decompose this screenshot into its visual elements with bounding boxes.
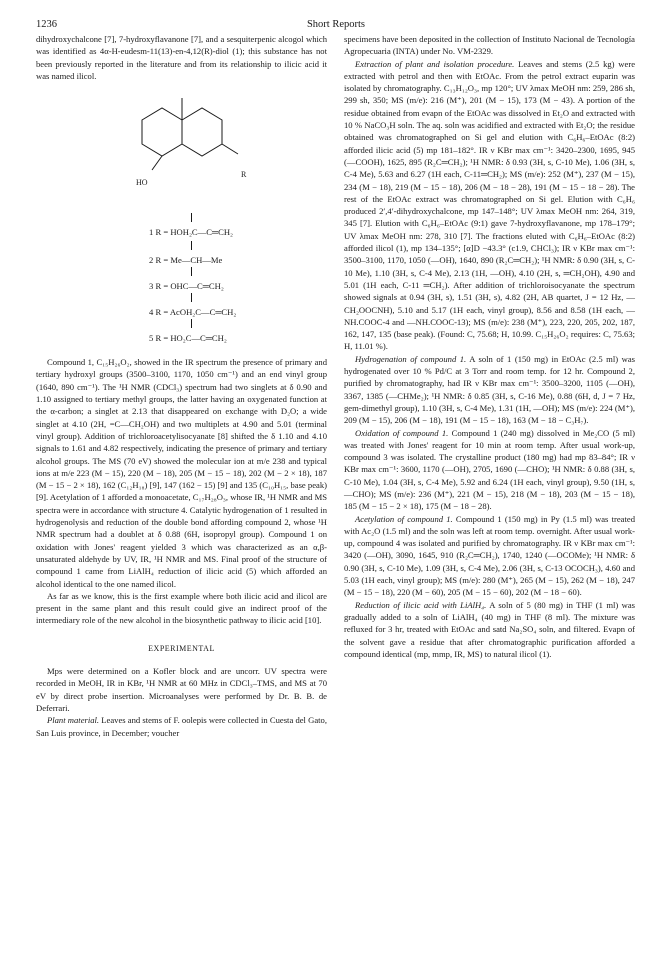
page-header bbox=[36, 19, 636, 33]
oxidation-text: Compound 1 (240 mg) dissolved in Me₂CO (5 ml) was treated with Jones' reagent for 10 min at room temp. After usual work-up, compound 3 was isolated. The crystalline product (180 mg) had mp 83–84°; IR ν KBr max cm⁻¹: 3600, 1170 (—OH), 2705, 1690 (—CHO); ¹H NMR: δ 0.88 (3H, s, C-10 Me), 1.04 (3H, s, C-4 Me), 5.92 and 6.24 (1H each, vinyl group), 9.50 (1H, s, —CHO); MS (m/e): 236 (M⁺), 221 (M − 15), 218 (M − 18), 203 (M − 15 − 18), 185 (M − 15 − 2 × 18), 175 (M − 18 − 28). bbox=[344, 427, 635, 512]
bicyclic-ring-drawing bbox=[130, 90, 250, 186]
substituent-row bbox=[36, 320, 327, 346]
acetylation-text: Compound 1 (150 mg) in Py (1.5 ml) was treated with Ac₂O (1.5 ml) and the soln was left at room temp. overnight. After usual work-up, compound 4 was isolated and purified by chromatography. IR ν KBr max cm⁻¹: 3420 (—OH), 3090, 1645, 910 (R₂C═CH₂), 1740, 1240 (—OCOMe); ¹H NMR: δ 0.90 (3H, s, C-10 Me), 1.09 (3H, s, C-4 Me), 2.06 (3H, s, C-13 OCOCH₃), 4.60 and 5.03 (1H each, vinyl group); MS (m/e): 280 (M⁺), 265 (M − 15), 262 (M − 18), 247 (M − 15 − 18), 220 (M − 60), 205 (M − 15 − 60), 202 (M − 18 − 60). bbox=[344, 513, 635, 598]
substituent-label: 2 R = Me—CH—Me bbox=[149, 255, 223, 266]
r-group-bond bbox=[222, 144, 238, 154]
ho-label: HO bbox=[136, 178, 148, 188]
discussion-paragraph: As far as we know, this is the first example where both ilicic acid and ilicol are present in the same plant and this result could give an indirect proof of the intermediary role of the new alcohol in the biosynthetic pathway to ilicic acid [10]. bbox=[36, 590, 327, 626]
substituent-row bbox=[36, 242, 327, 268]
running-title: Short Reports bbox=[306, 19, 366, 30]
hydrogenation-text: A soln of 1 (150 mg) in EtOAc (2.5 ml) was hydrogenated over 10 % Pd/C at 3 Torr and room temp. for 12 hr. Compound 2, purified by chromatography, had IR ν KBr max cm⁻¹: 3500–3200, 1105 (—OH), 3367, 1385 (—CHMe₂); ¹H NMR: δ 0.85 (3H, s, C-16 Me), 0.88 (6H, d, J = 7 Hz, gem-dimethyl group), 1.10 (3H, s, C-4 Me), 1.31 (1H, —OH); MS (m/e): 224 (M⁺), 209 (M − 15), 206 (M − 18), 191 (M − 15 − 18), 163 (M − 18 − C₃H₇). bbox=[344, 353, 635, 426]
substituent-row bbox=[36, 268, 327, 294]
left-column bbox=[36, 33, 327, 739]
acetylation-heading: Acetylation of compound 1. bbox=[355, 513, 453, 524]
plant-material-text: Leaves and stems of F. oolepis were collected in Cuesta del Gato, San Luis province, in December; voucher bbox=[36, 715, 327, 738]
hydroxyl-bond bbox=[152, 156, 162, 170]
attachment-bond bbox=[191, 293, 192, 302]
extraction-paragraph bbox=[344, 58, 635, 353]
ring-a bbox=[142, 108, 182, 156]
extraction-text: Leaves and stems (2.5 kg) were extracted with petrol and then with EtOAc. From the petrol extract euparin was isolated by chromatography. C₁₃H₁₂O₃, mp 120°; UV λmax MeOH nm: 259, 286 sh, 299 sh, 350; MS (m/e): 216 (M⁺), 201 (M − 15), 173 (M − 43). A portion of the residue obtained from evapn of the EtOAc was dissolved in Et₂O and extracted with 10 % NaCO₃H soln. The aq. soln was acidified and extracted with Et₂O; the residue obtained was chromatographed on Si gel and elution with C₆H₆–EtOAc (8:2) afforded ilicic acid (5) mp 181–182°. IR ν KBr max cm⁻¹: 3420–2300, 1695, 945 (—COOH), 1625, 895 (R₂C═CH₂); ¹H NMR: δ 0.93 (3H, s, C-10 Me), 1.06 (3H, s, C-4 Me), 5.63 and 6.27 (1H each, C-11═CH₂); MS (m/e): 252 (M⁺), 237 (M − 15), 234 (M − 18), 219 (M − 15 − 18), 206 (M − 18 − 28), 191 (M − 15 − 18 − 28). The rest of the EtOAc extract was chromatographed on Si gel. Elution with C₆H₆ produced 2′,4′-dihydroxychalcone, mp 147–148°; UV λmax MeOH nm: 264, 319, 345 [7]. Elution with C₆H₆–EtOAc (9:1) gave 7-hydroxyflavanone, mp 178–179°; UV λmax MeOH nm: 278, 310 [7]. The fractions eluted with C₆H₆–EtOAc (8:2) afforded ilicol (1), mp 134–135°; [α]D −43.3° (c1.9, CHCl₃); IR ν KBr max cm⁻¹: 3500–3100, 1170, 1050 (—OH), 1640, 890 (R₂C═CH₂); ¹H NMR: δ 0.90 (3H, s, C-10 Me), 1.10 (3H, s, C-4 Me), 2.13 (1H, —OH), 4.10 (2H, s, ═CH₂OH), 4.90 and 5.01 (1H each, C-11 ═CH₂). After addition of trichloroisocyanate the spectrum showed signals at 0.94 (3H, s), 1.51 (3H, s), 4.82 (2H, AB quartet, J = 12 Hz, —CH₂OOCNH), 5.10 and 5.17 (1H each, vinyl group), 8.56 and 8.58 (1H each, —NH.COOC-4 and —NH.COOC-13); MS (m/e): 238 (M⁺), 223, 220, 205, 202, 187, 162, 147, 135 (base peak). (Found: C, 75.68; H, 10.99. C₁₅H₂₆O₂ requires: C, 75.63; H, 11.01 %). bbox=[344, 58, 636, 352]
plant-material-paragraph bbox=[36, 714, 327, 739]
attachment-bond bbox=[191, 319, 192, 328]
substituent-label: 4 R = AcOH₂C—C═CH₂ bbox=[149, 307, 237, 318]
results-paragraph: Compound 1, C₁₅H₂₆O₂, showed in the IR spectrum the presence of primary and tertiary hydroxyl groups (3500–3100, 1170, 1050 cm⁻¹) and an end vinyl group (1640, 890 cm⁻¹). The ¹H NMR (CDCl₃) spectrum had two singlets at δ 0.90 and 1.10 assigned to tertiary methyl groups, the latter having an oxygenated function at the α-carbon; a singlet at 2.13 that disappeared on exchange with D₂O; a wide singlet at 4.10 (2H, =C—CH₂OH) and two multiplets at 4.90 and 5.01 (terminal vinyl group). Addition of trichloroacetylisocyanate [8] shifted the δ 1.10 and 4.10 signals to 1.61 and 4.82 respectively, indicating the presence of primary and tertiary alcohol groups. The MS (70 eV) showed the molecular ion at m/e 238 and typical ions at m/e 223 (M − 15), 220 (M − 18), 205 (M − 15 − 18), 202 (M − 2 × 18), 187 (M − 15 − 2 × 18), 162 (C₁₂H₁₈) [9], 147 (162 − 15) [9] and 135 (C₁₀H₁₅, base peak) [9]. Acetylation of 1 afforded a monoacetate, C₁₇H₂₈O₃, whose IR, ¹H NMR and MS spectra were in accordance with structure 4. Catalytic hydrogenation of 1 resulted in hydrogenolysis and reduction of the double bond affording compound 2, whose ¹H NMR spectrum had a doublet at δ 0.88 (6H, isopropyl group). Compound 1 on oxidation with Jones' reagent yielded 3 which was characterized as an α,β-unsaturated aldehyde by UV, IR, ¹H NMR and MS. Final proof of the structure of compound 1 came from LiAlH₄ reduction of ilicic acid (5) which afforded an alcohol identical to the one named ilicol. bbox=[36, 357, 327, 589]
attachment-bond bbox=[191, 241, 192, 250]
substituent-label: 5 R = HO₂C—C═CH₂ bbox=[149, 333, 227, 344]
substituent-row bbox=[36, 294, 327, 320]
right-column bbox=[344, 33, 635, 660]
substituent-row bbox=[36, 214, 327, 242]
hydrogenation-heading: Hydrogenation of compound 1. bbox=[355, 353, 467, 364]
substituent-label: 1 R = HOH₂C—C═CH₂ bbox=[149, 227, 234, 238]
section-title: EXPERIMENTAL bbox=[148, 643, 215, 653]
attachment-bond bbox=[191, 267, 192, 276]
page-number: 1236 bbox=[36, 19, 57, 30]
reduction-text: A soln of 5 (80 mg) in THF (1 ml) was gradually added to a soln of LiAlH₄ (40 mg) in THF (8 ml). The mixture was refluxed for 3 hr, treated with EtOAc and satd Na₂SO₄ soln, and filtered. Evapn of the solvent gave a residue that after chromatographic purification afforded a compound identical (mp, mmp, IR, MS) to natural ilicol (1). bbox=[344, 599, 635, 659]
reduction-heading: Reduction of ilicic acid with LiAlH₄. bbox=[355, 599, 487, 610]
substituent-label: 3 R = OHC—C═CH₂ bbox=[149, 281, 224, 292]
extraction-heading: Extraction of plant and isolation procedure. bbox=[355, 58, 515, 69]
ring-b bbox=[182, 108, 222, 156]
plant-material-heading: Plant material. bbox=[47, 715, 100, 726]
oxidation-heading: Oxidation of compound 1. bbox=[355, 427, 449, 438]
reduction-paragraph bbox=[344, 599, 635, 660]
methods-paragraph: Mps were determined on a Kofler block and are uncorr. UV spectra were recorded in MeOH, IR in KBr, ¹H NMR at 60 MHz in CDCl₃–TMS, and MS at 70 eV by direct probe insertion. Microanalyses were performed by Dr. B. B. de Deferrari. bbox=[36, 666, 327, 713]
voucher-paragraph: specimens have been deposited in the collection of Instituto Nacional de Tecnología Agropecuaria (INTA) under No. VM-2329. bbox=[344, 34, 635, 57]
attachment-bond bbox=[191, 213, 192, 222]
oxidation-paragraph bbox=[344, 427, 635, 513]
intro-paragraph: dihydroxychalcone [7], 7-hydroxyflavanone [7], and a sesquiterpenic alcogol which was identified as 4α-H-eudesm-11(13)-en-4,12(R)-diol (1); this substance has not been previously reported in the literature and from its relationship to ilicic acid it was named ilicol. bbox=[36, 34, 327, 81]
acetylation-paragraph bbox=[344, 513, 635, 599]
substituent-list bbox=[36, 214, 327, 346]
eudesmane-structure-figure bbox=[36, 90, 327, 210]
r-label: R bbox=[241, 170, 247, 180]
hydrogenation-paragraph bbox=[344, 353, 635, 427]
